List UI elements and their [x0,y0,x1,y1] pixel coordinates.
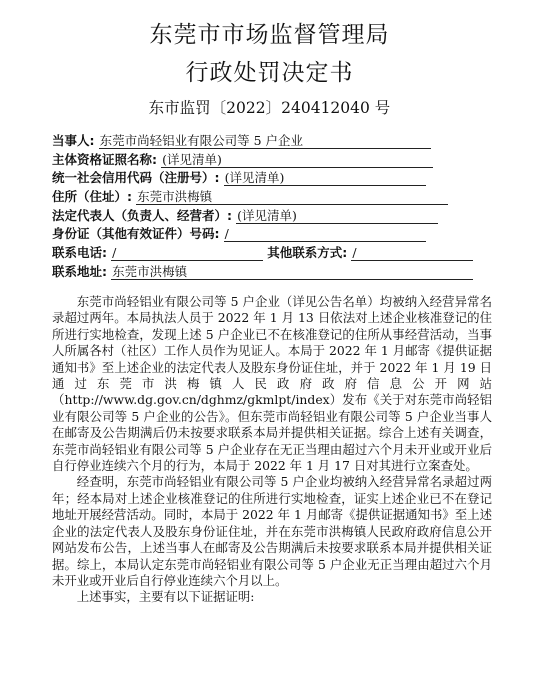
party-value: 东莞市尚轻铝业有限公司等 5 户企业 [99,133,431,149]
credit-value: (详见清单) [224,170,426,186]
phone-label: 联系电话: [52,245,107,261]
document-type: 行政处罚决定书 [185,60,354,86]
cert-value: (详见清单) [161,152,433,168]
issuing-authority: 东莞市市场监督管理局 [149,22,390,48]
rep-row [52,207,492,226]
address-value: 东莞市洪梅镇 [136,189,448,205]
phone-row [52,244,492,263]
contact-address-label: 联系地址: [52,263,107,279]
credit-label: 统一社会信用代码（注册号）: [52,170,220,186]
paragraph-investigation: 东莞市尚轻铝业有限公司等 5 户企业（详见公告名单）均被纳入经营异常名录超过两年。本局执法人员于 2022 年 1 月 13 日依法对上述企业核准登记的住所进行实地检查，发现上述 5 户企业已不在核准登记的住所从事经营活动，当事人所属各村（社区）工作人员作为见证人。本局于 2022 年 1 月邮寄《提供证据通知书》至上述企业的法定代表人及股东身份证住址，并于 2022 年 1 月 19 日通过东莞市洪梅镇人民政府政府信息公开网站（http://www.dg.gov.cn/dghmz/gkmlpt/index）发布《关于对东莞市尚轻铝业有限公司等 5 户企业的公告》。但东莞市尚轻铝业有限公司等 5 户企业当事人在邮寄及公告期满后仍未按要求联系本局并提供相关证据。综合上述有关调查，东莞市尚轻铝业有限公司等 5 户企业存在无正当理由超过六个月未开业或开业后自行停业连续六个月的行为，本局于 2022 年 1 月 17 日对其进行立案查处。 [52,294,492,474]
party-info [52,132,492,282]
address-row [52,188,492,207]
credit-row [52,169,492,188]
rep-label: 法定代表人（负责人、经营者）: [52,207,232,223]
paragraph-findings: 经查明，东莞市尚轻铝业有限公司等 5 户企业均被纳入经营异常名录超过两年；经本局对上述企业核准登记的住所进行实地检查，证实上述企业已不在登记地址开展经营活动。同时，本局于 2022 年 1 月邮寄《提供证据通知书》至上述企业的法定代表人及股东身份证住址，并在东莞市洪梅镇人民政府政府信息公开网站发布公告，上述当事人在邮寄及公告期满后未按要求联系本局并提供相关证据。综上，本局认定东莞市尚轻铝业有限公司等 5 户企业无正当理由超过六个月未开业或开业后自行停业连续六个月以上。 [52,474,492,588]
phone-value: / [111,245,263,261]
contact-address-row [52,263,492,282]
document-number: 东市监罚〔2022〕240412040 号 [148,99,391,117]
other-contact-label: 其他联系方式: [267,245,348,261]
party-row [52,132,492,151]
cert-row [52,151,492,170]
id-row [52,225,492,244]
id-label: 身份证（其他有效证件）号码: [52,226,220,242]
id-value: / [224,226,426,242]
other-contact-value: / [351,245,473,261]
cert-label: 主体资格证照名称: [52,151,157,167]
address-label: 住所（住址）: [52,189,132,205]
paragraph-evidence-intro: 上述事实，主要有以下证据证明: [76,589,255,605]
contact-address-value: 东莞市洪梅镇 [111,264,473,280]
decision-body [52,294,492,606]
rep-value: (详见清单) [236,208,438,224]
party-label: 当事人: [52,133,95,148]
